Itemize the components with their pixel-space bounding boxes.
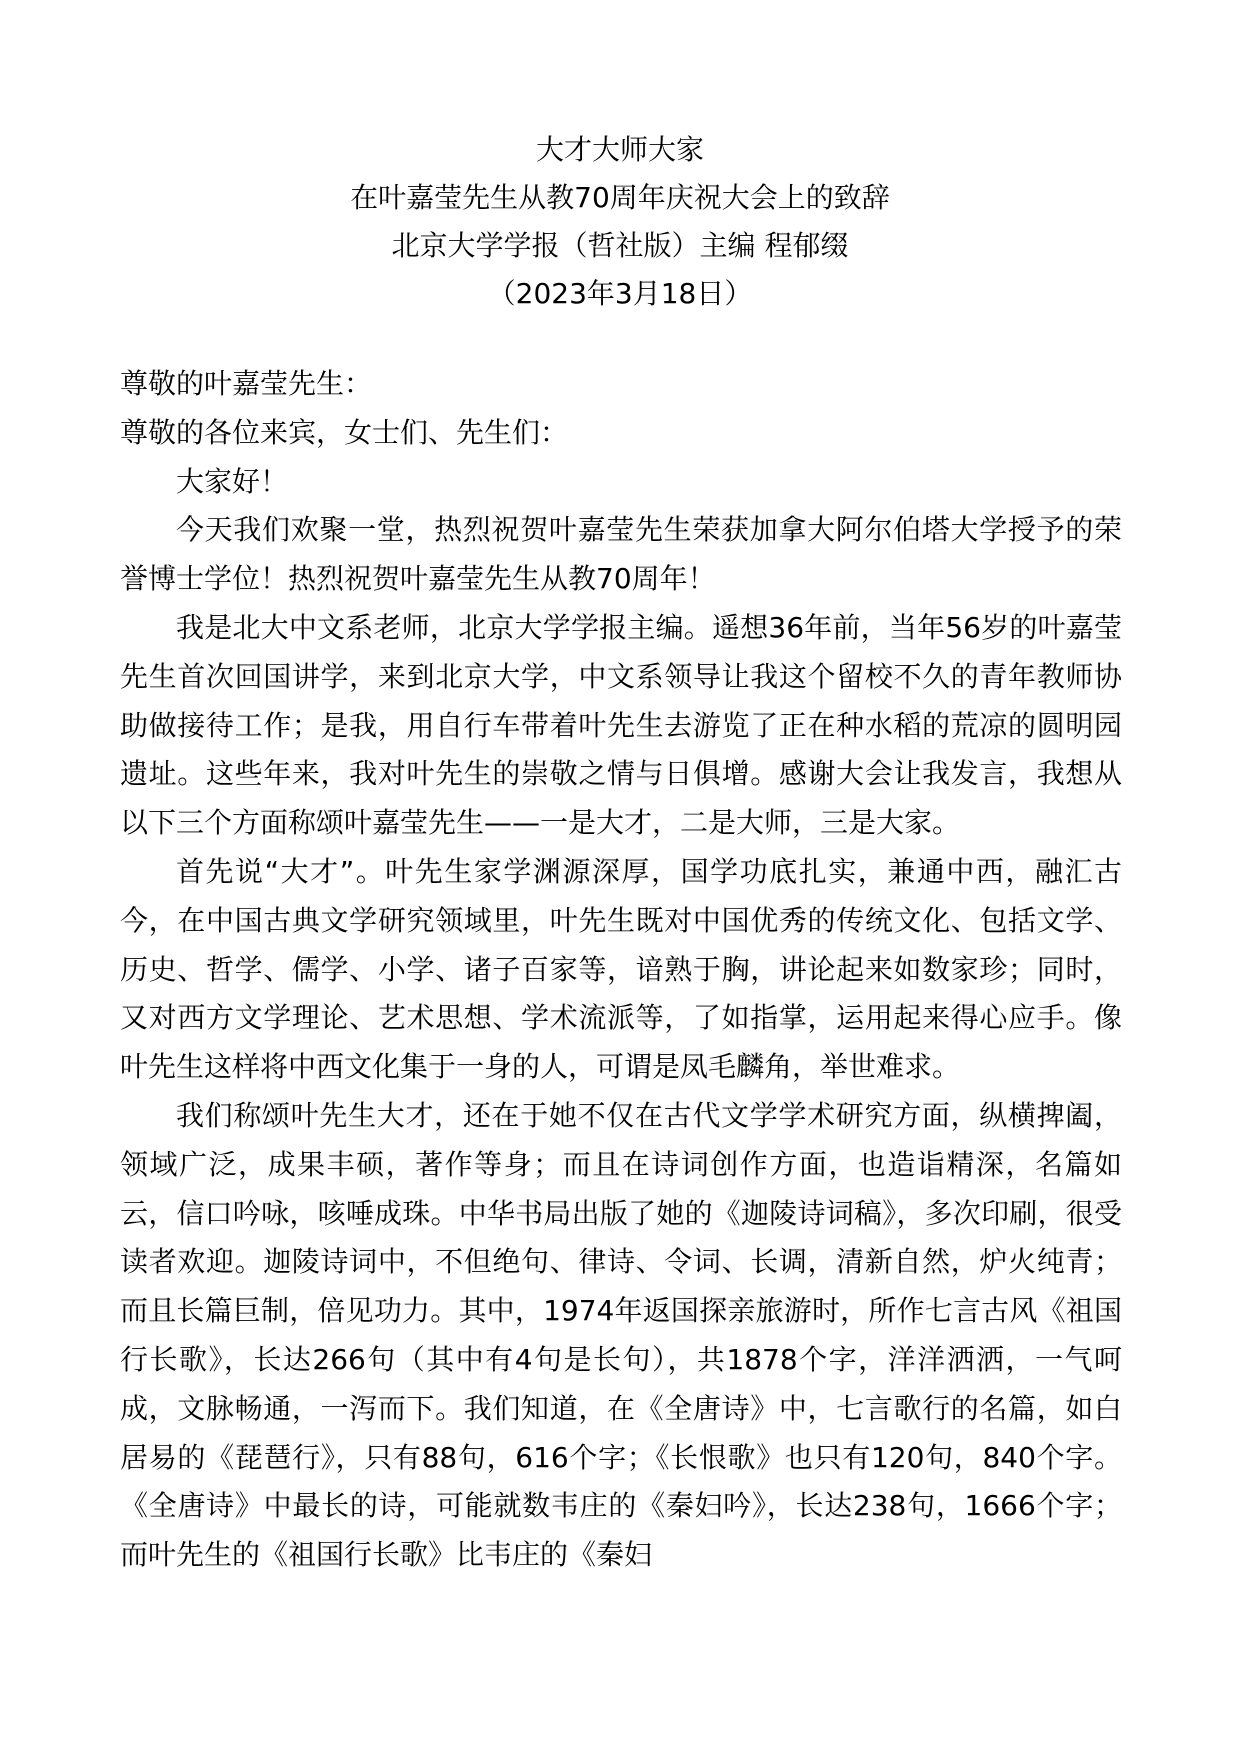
body-paragraph: 我们称颂叶先生大才，还在于她不仅在古代文学学术研究方面，纵横捭阖，领域广泛，成果丰硕，著作等身；而且在诗词创作方面，也造诣精深，名篇如云，信口吟咏，咳唾成珠。中华书局出版了她的《迦陵诗词稿》，多次印刷，很受读者欢迎。迦陵诗词中，不但绝句、律诗、令词、长调，清新自然，炉火纯青；而且长篇巨制，倍见功力。其中，1974年返国探亲旅游时，所作七言古风《祖国行长歌》，长达266句（其中有4句是长句），共1878个字，洋洋洒洒，一气呵成，文脉畅通，一泻而下。我们知道，在《全唐诗》中，七言歌行的名篇，如白居易的《琵琶行》，只有88句，616个字；《长恨歌》也只有120句，840个字。《全唐诗》中最长的诗，可能就数韦庄的《秦妇吟》，长达238句，1666个字；而叶先生的《祖国行长歌》比韦庄的《秦妇	[120, 1098, 1122, 1572]
salutation-line: 尊敬的叶嘉莹先生：	[120, 367, 373, 400]
salutation-line: 尊敬的各位来宾，女士们、先生们：	[120, 415, 569, 449]
greeting-paragraph: 大家好！	[176, 464, 289, 498]
body-paragraph: 我是北大中文系老师，北京大学学报主编。遥想36年前，当年56岁的叶嘉莹先生首次回国讲学，来到北京大学，中文系领导让我这个留校不久的青年教师协助做接待工作；是我，用自行车带着叶先生去游览了正在种水稻的荒凉的圆明园遗址。这些年来，我对叶先生的崇敬之情与日俱增。感谢大会让我发言，我想从以下三个方面称颂叶嘉莹先生——一是大才，二是大师，三是大家。	[120, 610, 1122, 840]
document-subtitle: 在叶嘉莹先生从教70周年庆祝大会上的致辞	[350, 181, 890, 214]
document-title: 大才大师大家	[535, 133, 704, 166]
date-line: （2023年3月18日）	[487, 277, 753, 310]
document-body	[120, 360, 1122, 1580]
document-header	[120, 126, 1120, 318]
body-paragraph: 首先说“大才”。叶先生家学渊源深厚，国学功底扎实，兼通中西，融汇古今，在中国古典文学研究领域里，叶先生既对中国优秀的传统文化、包括文学、历史、哲学、儒学、小学、诸子百家等，谙熟于胸，讲论起来如数家珍；同时，又对西方文学理论、艺术思想、学术流派等，了如指掌，运用起来得心应手。像叶先生这样将中西文化集于一身的人，可谓是凤毛麟角，举世难求。	[120, 854, 1122, 1084]
author-line: 北京大学学报（哲社版）主编 程郁缀	[391, 229, 849, 262]
body-paragraph: 今天我们欢聚一堂，热烈祝贺叶嘉莹先生荣获加拿大阿尔伯塔大学授予的荣誉博士学位！热烈祝贺叶嘉莹先生从教70周年！	[120, 513, 1122, 596]
